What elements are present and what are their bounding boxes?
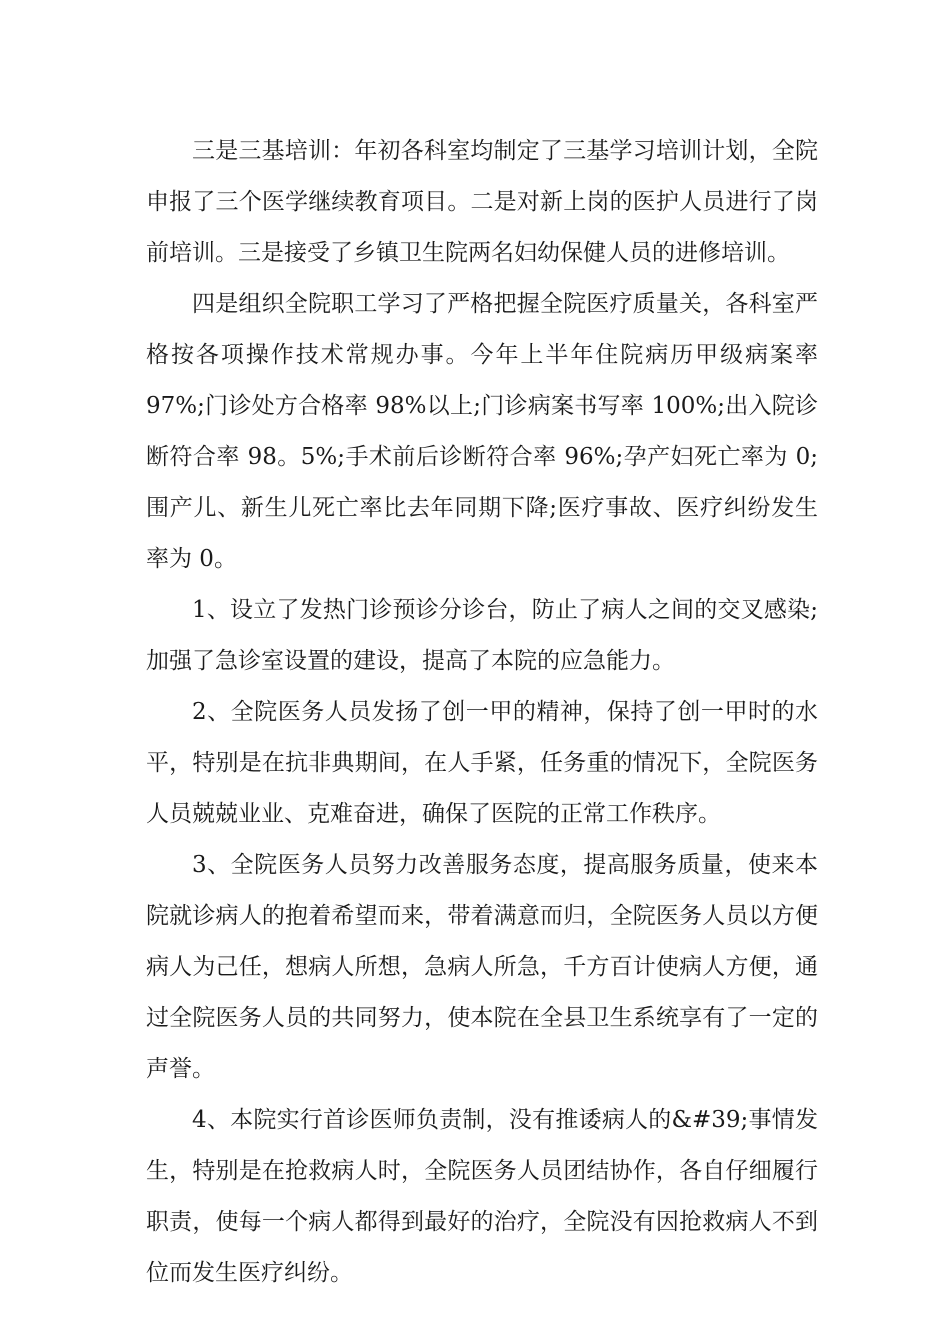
document-body — [146, 126, 818, 1299]
paragraph-item-4: 4、本院实行首诊医师负责制，没有推诿病人的&#39;事情发生，特别是在抢救病人时，全院医务人员团结协作，各自仔细履行职责，使每一个病人都得到最好的治疗，全院没有因抢救病人不到位而发生医疗纠纷。 — [146, 1107, 818, 1286]
paragraph-item-3: 3、全院医务人员努力改善服务态度，提高服务质量，使来本院就诊病人的抱着希望而来，带着满意而归，全院医务人员以方便病人为己任，想病人所想，急病人所急，千方百计使病人方便，通过全院医务人员的共同努力，使本院在全县卫生系统享有了一定的声誉。 — [146, 852, 818, 1082]
paragraph-training: 三是三基培训：年初各科室均制定了三基学习培训计划，全院申报了三个医学继续教育项目。二是对新上岗的医护人员进行了岗前培训。三是接受了乡镇卫生院两名妇幼保健人员的进修培训。 — [146, 138, 818, 266]
paragraph-quality: 四是组织全院职工学习了严格把握全院医疗质量关，各科室严格按各项操作技术常规办事。今年上半年住院病历甲级病案率 97%;门诊处方合格率 98%以上;门诊病案书写率 100%;出入院诊断符合率 98。5%;手术前后诊断符合率 96%;孕产妇死亡率为 0;围产儿、新生儿死亡率比去年同期下降;医疗事故、医疗纠纷发生率为 0。 — [146, 291, 818, 572]
paragraph-item-1: 1、设立了发热门诊预诊分诊台，防止了病人之间的交叉感染;加强了急诊室设置的建设，提高了本院的应急能力。 — [146, 597, 818, 674]
paragraph-item-2: 2、全院医务人员发扬了创一甲的精神，保持了创一甲时的水平，特别是在抗非典期间，在人手紧，任务重的情况下，全院医务人员兢兢业业、克难奋进，确保了医院的正常工作秩序。 — [146, 699, 818, 827]
